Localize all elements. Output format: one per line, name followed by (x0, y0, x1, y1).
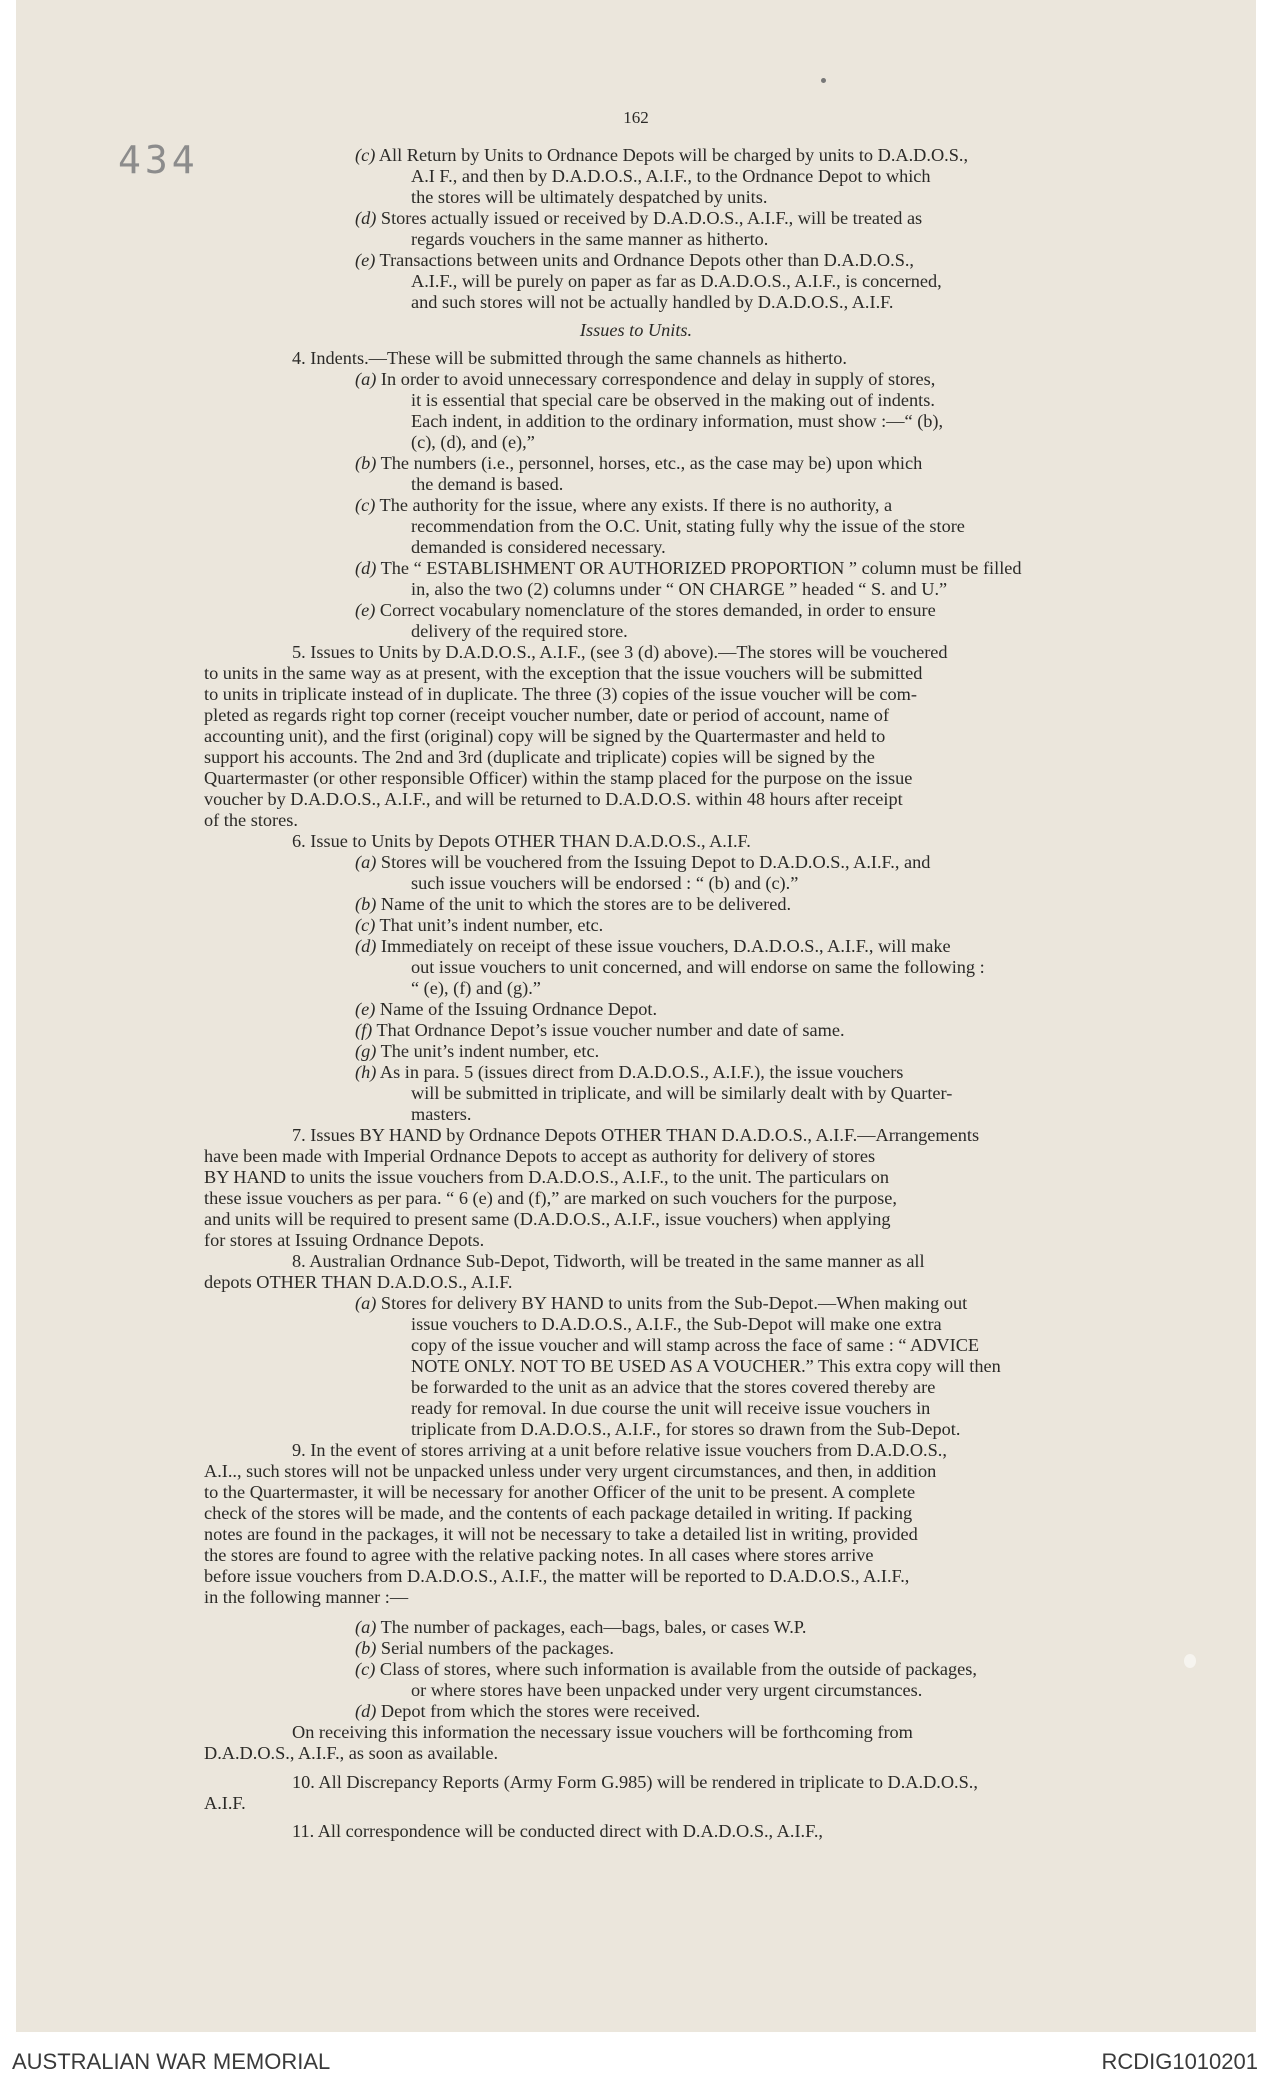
line-text: masters. (411, 1104, 472, 1124)
text-line (355, 1041, 599, 1062)
line-text: and units will be required to present same (D.A.D.O.S., A.I.F., issue vouchers) when applying (204, 1209, 891, 1229)
text-line (204, 1209, 891, 1230)
footer-institution: AUSTRALIAN WAR MEMORIAL (12, 2049, 331, 2074)
archive-footer (0, 2043, 1270, 2082)
item-label: (a) (355, 369, 377, 389)
line-text: to units in triplicate instead of in duplicate. The three (3) copies of the issue voucher will be com- (204, 684, 917, 704)
line-text: A.I.., such stores will not be unpacked unless under very urgent circumstances, and then, in addition (204, 1461, 937, 1481)
line-text: A.I F., and then by D.A.D.O.S., A.I.F., to the Ordnance Depot to which (411, 166, 931, 186)
text-line (204, 768, 912, 789)
line-text: have been made with Imperial Ordnance Depots to accept as authority for delivery of stores (204, 1146, 876, 1166)
item-label: (a) (355, 1293, 377, 1313)
line-text: notes are found in the packages, it will not be necessary to take a detailed list in writing, provided (204, 1524, 918, 1544)
text-line (204, 1587, 408, 1608)
item-label: (e) (355, 600, 376, 620)
text-line (411, 1680, 922, 1701)
line-text: 9. In the event of stores arriving at a unit before relative issue vouchers from D.A.D.O.S., (292, 1440, 947, 1460)
text-line (204, 1461, 936, 1482)
punch-hole (1184, 1654, 1196, 1668)
text-line (411, 957, 985, 978)
line-text: depots OTHER THAN D.A.D.O.S., A.I.F. (204, 1272, 513, 1292)
text-line (411, 978, 541, 999)
line-text: issue vouchers to D.A.D.O.S., A.I.F., the Sub-Depot will make one extra (411, 1314, 942, 1334)
item-label: (d) (355, 1701, 377, 1721)
text-line (355, 915, 603, 936)
text-line (411, 1335, 979, 1356)
text-line (411, 432, 535, 453)
line-text: copy of the issue voucher and will stamp across the face of same : “ ADVICE (411, 1335, 980, 1355)
text-line (204, 705, 889, 726)
text-line (411, 166, 931, 187)
text-line (355, 1638, 614, 1659)
line-text: Stores for delivery BY HAND to units from the Sub-Depot.—When making out (380, 1293, 968, 1313)
item-label: (b) (355, 453, 377, 473)
line-text: accounting unit), and the first (original) copy will be signed by the Quartermaster and held to (204, 726, 886, 746)
text-line (355, 1020, 845, 1041)
line-text: to units in the same way as at present, with the exception that the issue vouchers will be submitted (204, 663, 923, 683)
item-label: (a) (355, 1617, 377, 1637)
text-line (292, 1821, 823, 1842)
text-line (411, 1419, 960, 1440)
line-text: check of the stores will be made, and the contents of each package detailed in writing. If packing (204, 1503, 913, 1523)
line-text: in, also the two (2) columns under “ ON CHARGE ” headed “ S. and U.” (411, 579, 948, 599)
line-text: triplicate from D.A.D.O.S., A.I.F., for stores so drawn from the Sub-Depot. (411, 1419, 961, 1439)
line-text: Transactions between units and Ordnance Depots other than D.A.D.O.S., (379, 250, 915, 270)
line-text: Class of stores, where such information is available from the outside of packages, (379, 1659, 977, 1679)
item-label: (b) (355, 894, 377, 914)
line-text: D.A.D.O.S., A.I.F., as soon as available. (204, 1743, 499, 1763)
ink-dot (821, 78, 826, 83)
text-line (292, 348, 847, 369)
page-number: 162 (623, 108, 649, 127)
text-line (204, 726, 885, 747)
text-line (411, 579, 947, 600)
text-line (355, 453, 922, 474)
line-text: (c), (d), and (e),” (411, 432, 535, 452)
line-text: the stores are found to agree with the relative packing notes. In all cases where stores arrive (204, 1545, 874, 1565)
line-text: Issues to Units. (579, 320, 693, 340)
text-line (355, 558, 1022, 579)
text-line (355, 369, 935, 390)
text-line (355, 1617, 807, 1638)
item-label: (d) (355, 208, 377, 228)
item-label: (a) (355, 852, 377, 872)
line-text: will be submitted in triplicate, and will be similarly dealt with by Quarter- (411, 1083, 953, 1103)
text-line (355, 936, 951, 957)
item-label: (e) (355, 999, 376, 1019)
line-text: Immediately on receipt of these issue vouchers, D.A.D.O.S., A.I.F., will make (380, 936, 951, 956)
line-text: 4. Indents.—These will be submitted through the same channels as hitherto. (292, 348, 847, 368)
line-text: As in para. 5 (issues direct from D.A.D.O.S., A.I.F.), the issue vouchers (379, 1062, 904, 1082)
line-text: The unit’s indent number, etc. (380, 1041, 600, 1061)
text-line (355, 1062, 903, 1083)
text-line (355, 852, 930, 873)
text-line (292, 1772, 978, 1793)
text-line (355, 495, 892, 516)
item-label: (c) (355, 145, 376, 165)
text-line (411, 229, 768, 250)
line-text: A.I.F. (204, 1793, 246, 1813)
line-text: the stores will be ultimately despatched by units. (411, 187, 768, 207)
text-line (355, 1293, 967, 1314)
line-text: The authority for the issue, where any exists. If there is no authority, a (379, 495, 893, 515)
line-text: Quartermaster (or other responsible Officer) within the stamp placed for the purpose on the issue (204, 768, 913, 788)
line-text: “ (e), (f) and (g).” (411, 978, 541, 998)
text-line (204, 1743, 498, 1764)
line-text: That unit’s indent number, etc. (379, 915, 604, 935)
text-line (204, 1793, 246, 1814)
text-line (411, 1314, 942, 1335)
text-line (204, 1272, 512, 1293)
line-text: delivery of the required store. (411, 621, 628, 641)
text-line (204, 1545, 874, 1566)
line-text: Depot from which the stores were received. (380, 1701, 701, 1721)
item-label: (c) (355, 495, 376, 515)
line-text: 6. Issue to Units by Depots OTHER THAN D.A.D.O.S., A.I.F. (292, 831, 751, 851)
line-text: pleted as regards right top corner (receipt voucher number, date or period of account, name of (204, 705, 890, 725)
text-line (204, 1188, 897, 1209)
line-text: 8. Australian Ordnance Sub-Depot, Tidworth, will be treated in the same manner as all (292, 1251, 925, 1271)
item-label: (d) (355, 558, 377, 578)
line-text: Stores actually issued or received by D.A.D.O.S., A.I.F., will be treated as (380, 208, 923, 228)
line-text: 5. Issues to Units by D.A.D.O.S., A.I.F., (see 3 (d) above).—The stores will be vouchered (292, 642, 948, 662)
item-label: (c) (355, 1659, 376, 1679)
handwritten-folio-number: 434 (118, 138, 199, 182)
text-line (411, 390, 935, 411)
text-line (204, 789, 903, 810)
line-text: ready for removal. In due course the unit will receive issue vouchers in (411, 1398, 931, 1418)
line-text: All Return by Units to Ordnance Depots will be charged by units to D.A.D.O.S., (378, 145, 969, 165)
line-text: Correct vocabulary nomenclature of the stores demanded, in order to ensure (379, 600, 936, 620)
line-text: of the stores. (204, 810, 298, 830)
line-text: demanded is considered necessary. (411, 537, 666, 557)
text-line (292, 1722, 913, 1743)
line-text: On receiving this information the necessary issue vouchers will be forthcoming from (292, 1722, 913, 1742)
text-line (411, 292, 893, 313)
text-line (411, 1083, 952, 1104)
line-text: 7. Issues BY HAND by Ordnance Depots OTHER THAN D.A.D.O.S., A.I.F.—Arrangements (292, 1125, 980, 1145)
text-line (292, 831, 751, 852)
text-line (292, 1251, 925, 1272)
footer-record-id: RCDIG1010201 (1101, 2049, 1258, 2074)
text-line (16, 320, 1256, 341)
line-text: NOTE ONLY. NOT TO BE USED AS A VOUCHER.” This extra copy will then (411, 1356, 1001, 1376)
text-line (355, 894, 791, 915)
line-text: these issue vouchers as per para. “ 6 (e) and (f),” are marked on such vouchers for the purpose, (204, 1188, 897, 1208)
text-line (204, 663, 922, 684)
line-text: The number of packages, each—bags, bales, or cases W.P. (380, 1617, 807, 1637)
document-page (16, 0, 1256, 2032)
item-label: (h) (355, 1062, 377, 1082)
line-text: That Ordnance Depot’s issue voucher number and date of same. (376, 1020, 845, 1040)
line-text: for stores at Issuing Ordnance Depots. (204, 1230, 485, 1250)
text-line (292, 642, 948, 663)
line-text: Each indent, in addition to the ordinary information, must show :—“ (b), (411, 411, 944, 431)
line-text: A.I.F., will be purely on paper as far as D.A.D.O.S., A.I.F., is concerned, (411, 271, 942, 291)
text-line (204, 747, 875, 768)
text-line (411, 411, 943, 432)
text-line (292, 1125, 979, 1146)
line-text: in the following manner :— (204, 1587, 409, 1607)
text-line (204, 684, 917, 705)
line-text: 11. All correspondence will be conducted direct with D.A.D.O.S., A.I.F., (292, 1821, 823, 1841)
item-label: (b) (355, 1638, 377, 1658)
item-label: (d) (355, 936, 377, 956)
line-text: voucher by D.A.D.O.S., A.I.F., and will be returned to D.A.D.O.S. within 48 hours after receipt (204, 789, 903, 809)
text-line (411, 621, 628, 642)
text-line (411, 271, 942, 292)
text-line (411, 1398, 930, 1419)
line-text: it is essential that special care be observed in the making out of indents. (411, 390, 935, 410)
text-line (204, 1146, 875, 1167)
line-text: In order to avoid unnecessary correspondence and delay in supply of stores, (380, 369, 936, 389)
item-label: (f) (355, 1020, 373, 1040)
line-text: or where stores have been unpacked under very urgent circumstances. (411, 1680, 923, 1700)
line-text: be forwarded to the unit as an advice that the stores covered thereby are (411, 1377, 936, 1397)
text-line (355, 999, 657, 1020)
text-line (204, 1503, 912, 1524)
line-text: The numbers (i.e., personnel, horses, etc., as the case may be) upon which (380, 453, 923, 473)
text-line (411, 873, 798, 894)
line-text: Name of the Issuing Ordnance Depot. (379, 999, 658, 1019)
text-line (355, 145, 968, 166)
text-line (355, 1659, 977, 1680)
item-label: (c) (355, 915, 376, 935)
line-text: Name of the unit to which the stores are to be delivered. (380, 894, 792, 914)
text-line (292, 1440, 947, 1461)
line-text: out issue vouchers to unit concerned, and will endorse on same the following : (411, 957, 985, 977)
text-line (204, 1524, 918, 1545)
text-line (355, 1701, 700, 1722)
text-line (204, 810, 298, 831)
line-text: before issue vouchers from D.A.D.O.S., A.I.F., the matter will be reported to D.A.D.O.S., A.I.F., (204, 1566, 910, 1586)
item-label: (e) (355, 250, 376, 270)
line-text: the demand is based. (411, 474, 564, 494)
text-line (204, 1566, 909, 1587)
text-line (411, 474, 563, 495)
line-text: and such stores will not be actually handled by D.A.D.O.S., A.I.F. (411, 292, 894, 312)
line-text: such issue vouchers will be endorsed : “ (b) and (c).” (411, 873, 799, 893)
text-line (411, 187, 767, 208)
line-text: Serial numbers of the packages. (380, 1638, 614, 1658)
line-text: BY HAND to units the issue vouchers from D.A.D.O.S., A.I.F., to the unit. The particulars on (204, 1167, 890, 1187)
text-line (355, 208, 922, 229)
text-line (411, 1356, 1001, 1377)
text-line (355, 250, 914, 271)
line-text: regards vouchers in the same manner as hitherto. (411, 229, 769, 249)
item-label: (g) (355, 1041, 377, 1061)
text-line (204, 1167, 889, 1188)
text-line (355, 600, 936, 621)
line-text: 10. All Discrepancy Reports (Army Form G.985) will be rendered in triplicate to D.A.D.O.S., (292, 1772, 978, 1792)
text-line (204, 1482, 915, 1503)
text-line (204, 1230, 484, 1251)
line-text: The “ ESTABLISHMENT OR AUTHORIZED PROPORTION ” column must be filled (380, 558, 1022, 578)
line-text: support his accounts. The 2nd and 3rd (duplicate and triplicate) copies will be signed by the (204, 747, 875, 767)
line-text: to the Quartermaster, it will be necessary for another Officer of the unit to be present. A complete (204, 1482, 916, 1502)
text-line (411, 1104, 471, 1125)
line-text: recommendation from the O.C. Unit, stating fully why the issue of the store (411, 516, 965, 536)
text-line (411, 1377, 935, 1398)
text-line (411, 516, 965, 537)
line-text: Stores will be vouchered from the Issuing Depot to D.A.D.O.S., A.I.F., and (380, 852, 931, 872)
text-line (411, 537, 666, 558)
